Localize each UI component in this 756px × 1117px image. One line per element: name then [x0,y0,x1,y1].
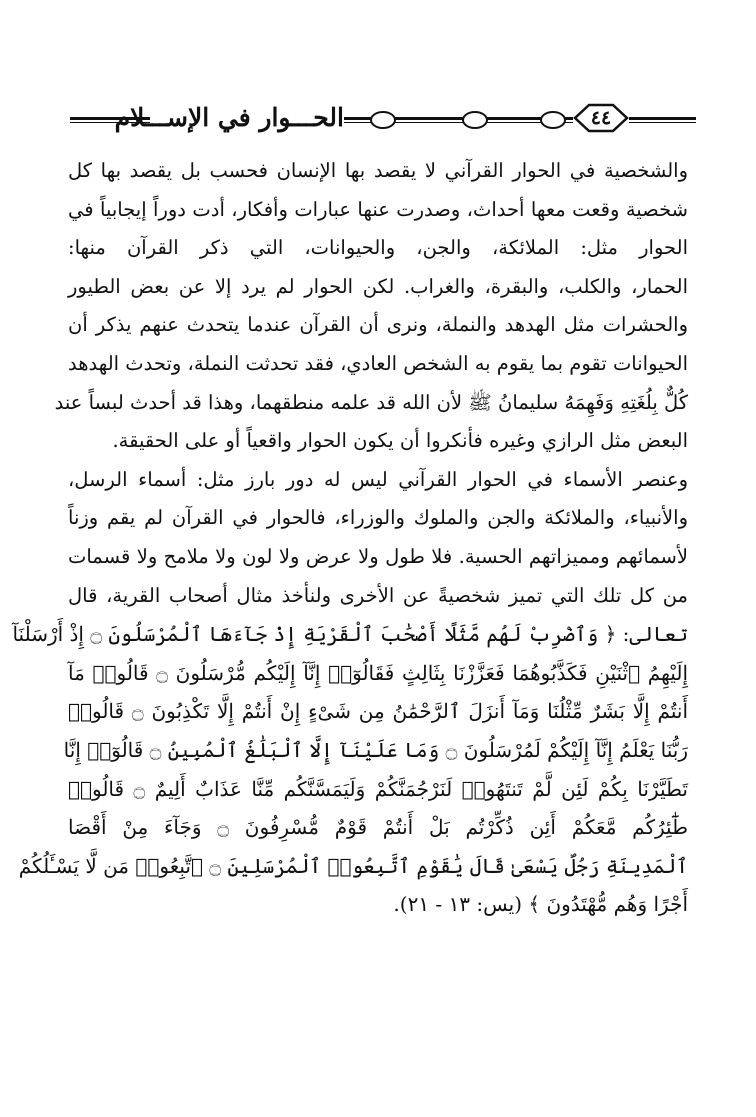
quran-verse-line: ٱلْمَدِينَةِ رَجُلٌ يَسْعَىٰ قَالَ يَٰقَوْمِ ٱتَّبِعُوا۟ ٱلْمُرْسَلِينَ ۝ ٱتَّبِعُوا۟ مَن لَّا يَسْـَٔلُكُمْ [18,853,688,878]
page-number: ٤٤ [590,107,612,129]
text-line: والأنبياء، والملائكة والجن والملوك والوزراء، فالحوار في القرآن لم يقم وزناً [68,506,688,530]
header-ornament-knot [370,111,396,129]
quran-verse-line: رَبُّنَا يَعْلَمُ إِنَّآ إِلَيْكُمْ لَمُرْسَلُونَ ۝ وَمَا عَلَيْنَآ إِلَّا ٱلْبَلَٰغُ ٱلْمُبِينُ ۝ قَالُوٓا۟ إِنَّا [63,737,688,762]
quran-verse-line: تَطَيَّرْنَا بِكُمْ لَئِن لَّمْ تَنتَهُوا۟ لَنَرْجُمَنَّكُمْ وَلَيَمَسَّنَّكُم مِّنَّا عَذَابٌ أَلِيمٌ ۝ قَالُوا۟ [68,776,688,801]
text-line: الحمار، والكلب، والبقرة، والغراب. لكن الحوار لم يرد إلا عن بعض الطيور [68,274,688,298]
quran-verse-line: إِلَيْهِمُ ٱثْنَيْنِ فَكَذَّبُوهُمَا فَعَزَّزْنَا بِثَالِثٍ فَقَالُوٓا۟ إِنَّآ إِلَيْكُم مُّرْسَلُونَ ۝ قَالُوا۟ مَآ [68,660,688,685]
quran-verse-line: أَجْرًا وَهُم مُّهْتَدُونَ ﴾ (يس: ١٣ - ٢١). [393,892,688,917]
header-ornament-knot [540,111,566,129]
page-number-badge [573,102,629,134]
text-line: لأسمائهم ومميزاتهم الحسية. فلا طول ولا عرض ولا لون ولا ملامح ولا قسمات [68,544,688,568]
quran-verse-line: طَٰٓئِرُكُم مَّعَكُمْ أَئِن ذُكِّرْتُم بَلْ أَنتُمْ قَوْمٌ مُّسْرِفُونَ ۝ وَجَآءَ مِنْ أَقْصَا [68,815,688,840]
text-line: الحوار مثل: الملائكة، والجن، والحيوانات، التي ذكر القرآن منها: [68,236,688,260]
quran-verse-line: تعالى: ﴿ وَٱضْرِبْ لَهُم مَّثَلًا أَصْحَٰبَ ٱلْقَرْيَةِ إِذْ جَآءَهَا ٱلْمُرْسَلُونَ ۝ إِذْ أَرْسَلْنَآ [12,622,688,647]
text-line: البعض مثل الرازي وغيره فأنكروا أن يكون الحوار واقعياً أو على الحقيقة. [112,429,688,453]
header-ornament-knot [462,111,488,129]
text-line: وعنصر الأسماء في الحوار القرآني ليس له دور بارز مثل: أسماء الرسل، [68,467,688,491]
text-line: من كل تلك التي تميز شخصيةً عن الأخرى ولنأخذ مثال أصحاب القرية، قال [68,583,688,607]
text-line: والشخصية في الحوار القرآني لا يقصد بها الإنسان فحسب بل يقصد بها كل [68,159,688,182]
running-title: الحـــوار في الإســـلام [150,98,344,138]
page-header [70,90,696,146]
quran-verse-line: أَنتُمْ إِلَّا بَشَرٌ مِّثْلُنَا وَمَآ أَنزَلَ ٱلرَّحْمَٰنُ مِن شَىْءٍ إِنْ أَنتُمْ إِلَّا تَكْذِبُونَ ۝ قَالُوا۟ [68,699,689,724]
text-line: الحيوانات تقوم بما يقوم به الشخص العادي، فقد تحدثت النملة، وتحدث الهدهد [68,351,688,375]
text-line: كُلٌّ بِلُغَتِهِ وَفَهِمَهُ سليمانُ ﷺ لأن الله قد علمه منطقهما، وهذا قد أحدث لبساً عند [54,390,688,414]
body-text [12,152,689,924]
text-line: والحشرات مثل الهدهد والنملة، ونرى أن القرآن عندما يتحدث عنهم يذكر أن [68,313,688,337]
text-line: شخصية وقعت معها أحداث، وصدرت عنها عبارات وأفكار، أدت دوراً إيجابياً في [68,197,688,221]
